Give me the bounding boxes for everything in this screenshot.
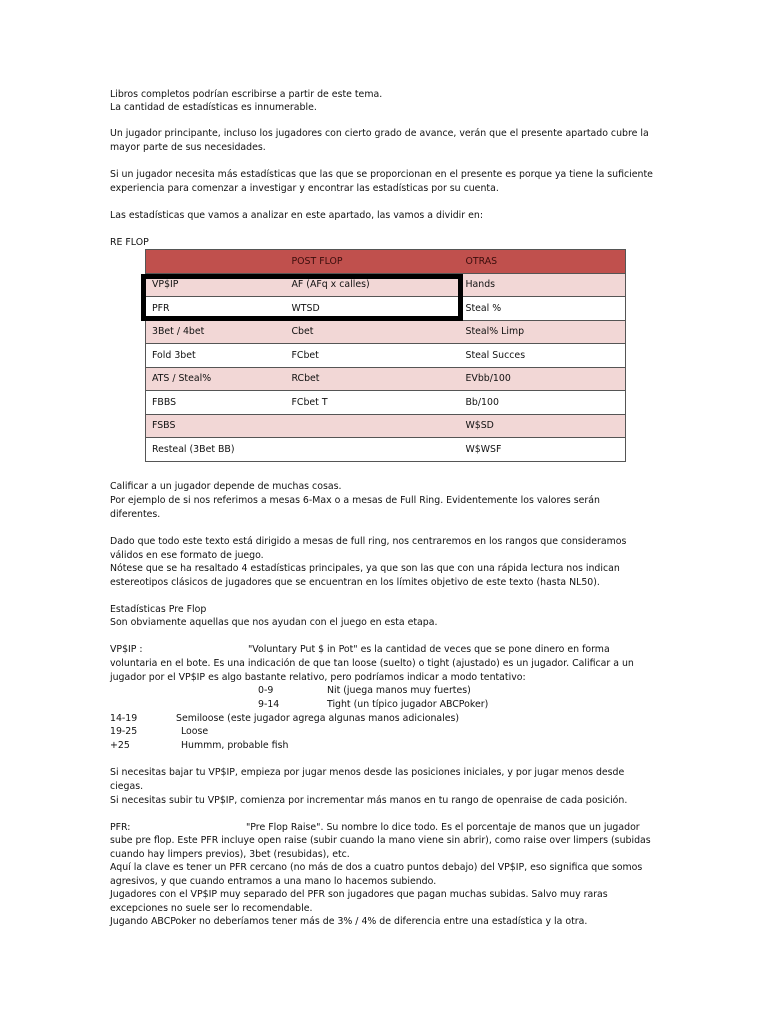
table-cell: W$SD [460, 414, 626, 438]
range-desc: Hummm, probable fish [181, 740, 289, 751]
range-desc: Tight (un típico jugador ABCPoker) [327, 699, 489, 710]
body-line: Son obviamente aquellas que nos ayudan con el juego en esta etapa. [110, 617, 438, 628]
body-line: Por ejemplo de si nos referimos a mesas 6-Max o a mesas de Full Ring. Evidentemente los valores serán [110, 495, 600, 506]
range-desc: Loose [181, 726, 209, 737]
table-header-row [146, 250, 626, 274]
body-line: Calificar a un jugador depende de muchas cosas. [110, 481, 342, 492]
body-line: "Pre Flop Raise". Su nombre lo dice todo. Es el porcentaje de manos que un jugador [246, 822, 640, 833]
table-cell [286, 414, 460, 438]
table-cell: FCbet [286, 344, 460, 368]
body-line: diferentes. [110, 509, 161, 520]
table-cell: AF (AFq x calles) [286, 273, 460, 297]
table-cell: WTSD [286, 297, 460, 321]
body-line: Nótese que se ha resaltado 4 estadísticas principales, ya que son las que con una rápida lectura nos indican [110, 563, 620, 574]
intro-line: Las estadísticas que vamos a analizar en este apartado, las vamos a dividir en: [110, 210, 483, 221]
table-cell: Resteal (3Bet BB) [146, 438, 286, 462]
table-row [146, 344, 626, 368]
table-cell: Hands [460, 273, 626, 297]
table-cell: Bb/100 [460, 391, 626, 415]
body-line: jugador por el VP$IP es algo bastante relativo, pero podríamos indicar a modo tentativo: [110, 672, 526, 683]
header-cell: OTRAS [460, 250, 626, 274]
range-value: 0-9 [258, 685, 274, 696]
table-cell: Steal % [460, 297, 626, 321]
table-cell: VP$IP [146, 273, 286, 297]
table-cell [286, 438, 460, 462]
body-line: Dado que todo este texto está dirigido a mesas de full ring, nos centraremos en los rangos que consideramos [110, 536, 627, 547]
table-cell: W$WSF [460, 438, 626, 462]
table-cell: FCbet T [286, 391, 460, 415]
table-cell: Steal Succes [460, 344, 626, 368]
table-row [146, 414, 626, 438]
table-cell: Steal% Limp [460, 320, 626, 344]
table-cell: FBBS [146, 391, 286, 415]
range-value: 14-19 [110, 713, 138, 724]
table-row [146, 391, 626, 415]
body-line: agresivos, y que cuando entramos a una mano lo hacemos subiendo. [110, 876, 437, 887]
intro-line: La cantidad de estadísticas es innumerable. [110, 102, 317, 113]
table-cell: PFR [146, 297, 286, 321]
table-cell: EVbb/100 [460, 367, 626, 391]
highlight-box [141, 274, 463, 321]
range-desc: Semiloose (este jugador agrega algunas manos adicionales) [176, 713, 460, 724]
range-value: 9-14 [258, 699, 280, 710]
table-cell: ATS / Steal% [146, 367, 286, 391]
intro-line: Un jugador principante, incluso los jugadores con cierto grado de avance, verán que el presente apartado cubre la [110, 128, 649, 139]
body-line: Jugadores con el VP$IP muy separado del PFR son jugadores que pagan muchas subidas. Salvo muy raras [110, 889, 608, 900]
body-line: excepciones no suele ser lo recomendable. [110, 903, 313, 914]
table-cell: 3Bet / 4bet [146, 320, 286, 344]
intro-line: experiencia para comenzar a investigar y encontrar las estadísticas por su cuenta. [110, 183, 499, 194]
intro-line: Si un jugador necesita más estadísticas que las que se proporcionan en el presente es porque ya tiene la suficiente [110, 169, 653, 180]
body-line: cuando hay limpers previos), 3bet (resubidas), etc. [110, 849, 350, 860]
body-line: Aquí la clave es tener un PFR cercano (no más de dos a cuatro puntos debajo) del VP$IP, eso significa que somos [110, 862, 643, 873]
table-label: RE FLOP [110, 237, 149, 248]
table-row [146, 367, 626, 391]
range-value: +25 [110, 740, 130, 751]
table-cell: FSBS [146, 414, 286, 438]
body-line: Jugando ABCPoker no deberíamos tener más de 3% / 4% de diferencia entre una estadística y la otra. [110, 916, 588, 927]
vpip-label: VP$IP : [110, 644, 143, 655]
table-cell: Fold 3bet [146, 344, 286, 368]
intro-line: mayor parte de sus necesidades. [110, 142, 266, 153]
header-cell [146, 250, 286, 274]
table-row [146, 320, 626, 344]
range-value: 19-25 [110, 726, 138, 737]
table-cell: Cbet [286, 320, 460, 344]
body-line: Si necesitas bajar tu VP$IP, empieza por jugar menos desde las posiciones iniciales, y por jugar menos desde [110, 767, 625, 778]
body-line: ciegas. [110, 781, 144, 792]
body-line: "Voluntary Put $ in Pot" es la cantidad de veces que se pone dinero en forma [248, 644, 610, 655]
body-line: válidos en ese formato de juego. [110, 550, 264, 561]
body-line: Si necesitas subir tu VP$IP, comienza por incrementar más manos en tu rango de openraise de cada posición. [110, 795, 628, 806]
range-desc: Nit (juega manos muy fuertes) [327, 685, 471, 696]
body-line: voluntaria en el bote. Es una indicación de que tan loose (suelto) o tight (ajustado) es un jugador. Calificar a un [110, 658, 634, 669]
pfr-label: PFR: [110, 822, 131, 833]
table-row [146, 438, 626, 462]
table-cell: RCbet [286, 367, 460, 391]
body-line: sube pre flop. Este PFR incluye open raise (subir cuando la mano viene sin abrir), como raise over limpers (subidas [110, 835, 651, 846]
intro-line: Libros completos podrían escribirse a partir de este tema. [110, 89, 383, 100]
section-title: Estadísticas Pre Flop [110, 604, 207, 615]
body-line: estereotipos clásicos de jugadores que se encuentran en los límites objetivo de este texto (hasta NL50). [110, 577, 600, 588]
header-cell: POST FLOP [286, 250, 460, 274]
